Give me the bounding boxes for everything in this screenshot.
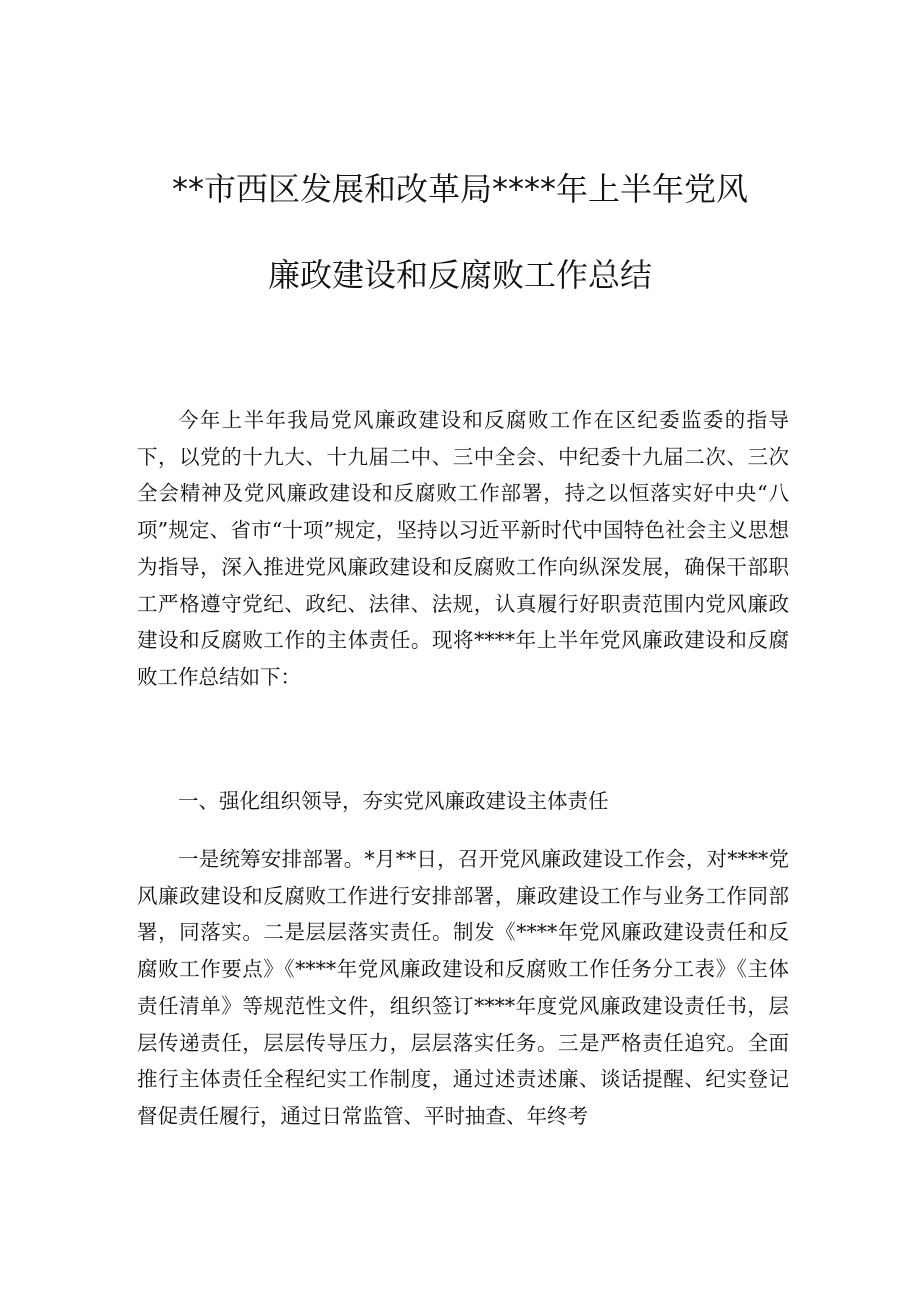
section-1-paragraph: 一是统筹安排部署。*月**日，召开党风廉政建设工作会，对****党风廉政建设和反腐败工作进行安排部署，廉政建设工作与业务工作同部署，同落实。二是层层落实责任。制发《****年党风廉政建设责任和反腐败工作要点》《****年党风廉政建设和反腐败工作任务分工表》《主体责任清单》等规范性文件，组织签订****年度党风廉政建设责任书，层层传递责任，层层传导压力，层层落实任务。三是严格责任追究。全面推行主体责任全程纪实工作制度，通过述责述廉、谈话提醒、纪实登记督促责任履行，通过日常监管、平时抽查、年终考	[137, 847, 789, 1128]
intro-paragraph: 今年上半年我局党风廉政建设和反腐败工作在区纪委监委的指导下，以党的十九大、十九届二中、三中全会、中纪委十九届二次、三次全会精神及党风廉政建设和反腐败工作部署，持之以恒落实好中央“八项”规定、省市“十项”规定，坚持以习近平新时代中国特色社会主义思想为指导，深入推进党风廉政建设和反腐败工作向纵深发展，确保干部职工严格遵守党纪、政纪、法律、法规，认真履行好职责范围内党风廉政建设和反腐败工作的主体责任。现将****年上半年党风廉政建设和反腐败工作总结如下：	[137, 408, 789, 689]
section-heading-1: 一、强化组织领导，夯实党风廉政建设主体责任	[178, 789, 609, 813]
document-title-line-1: **市西区发展和改革局****年上半年党风	[171, 170, 748, 208]
document-title-line-2: 廉政建设和反腐败工作总结	[267, 256, 652, 294]
